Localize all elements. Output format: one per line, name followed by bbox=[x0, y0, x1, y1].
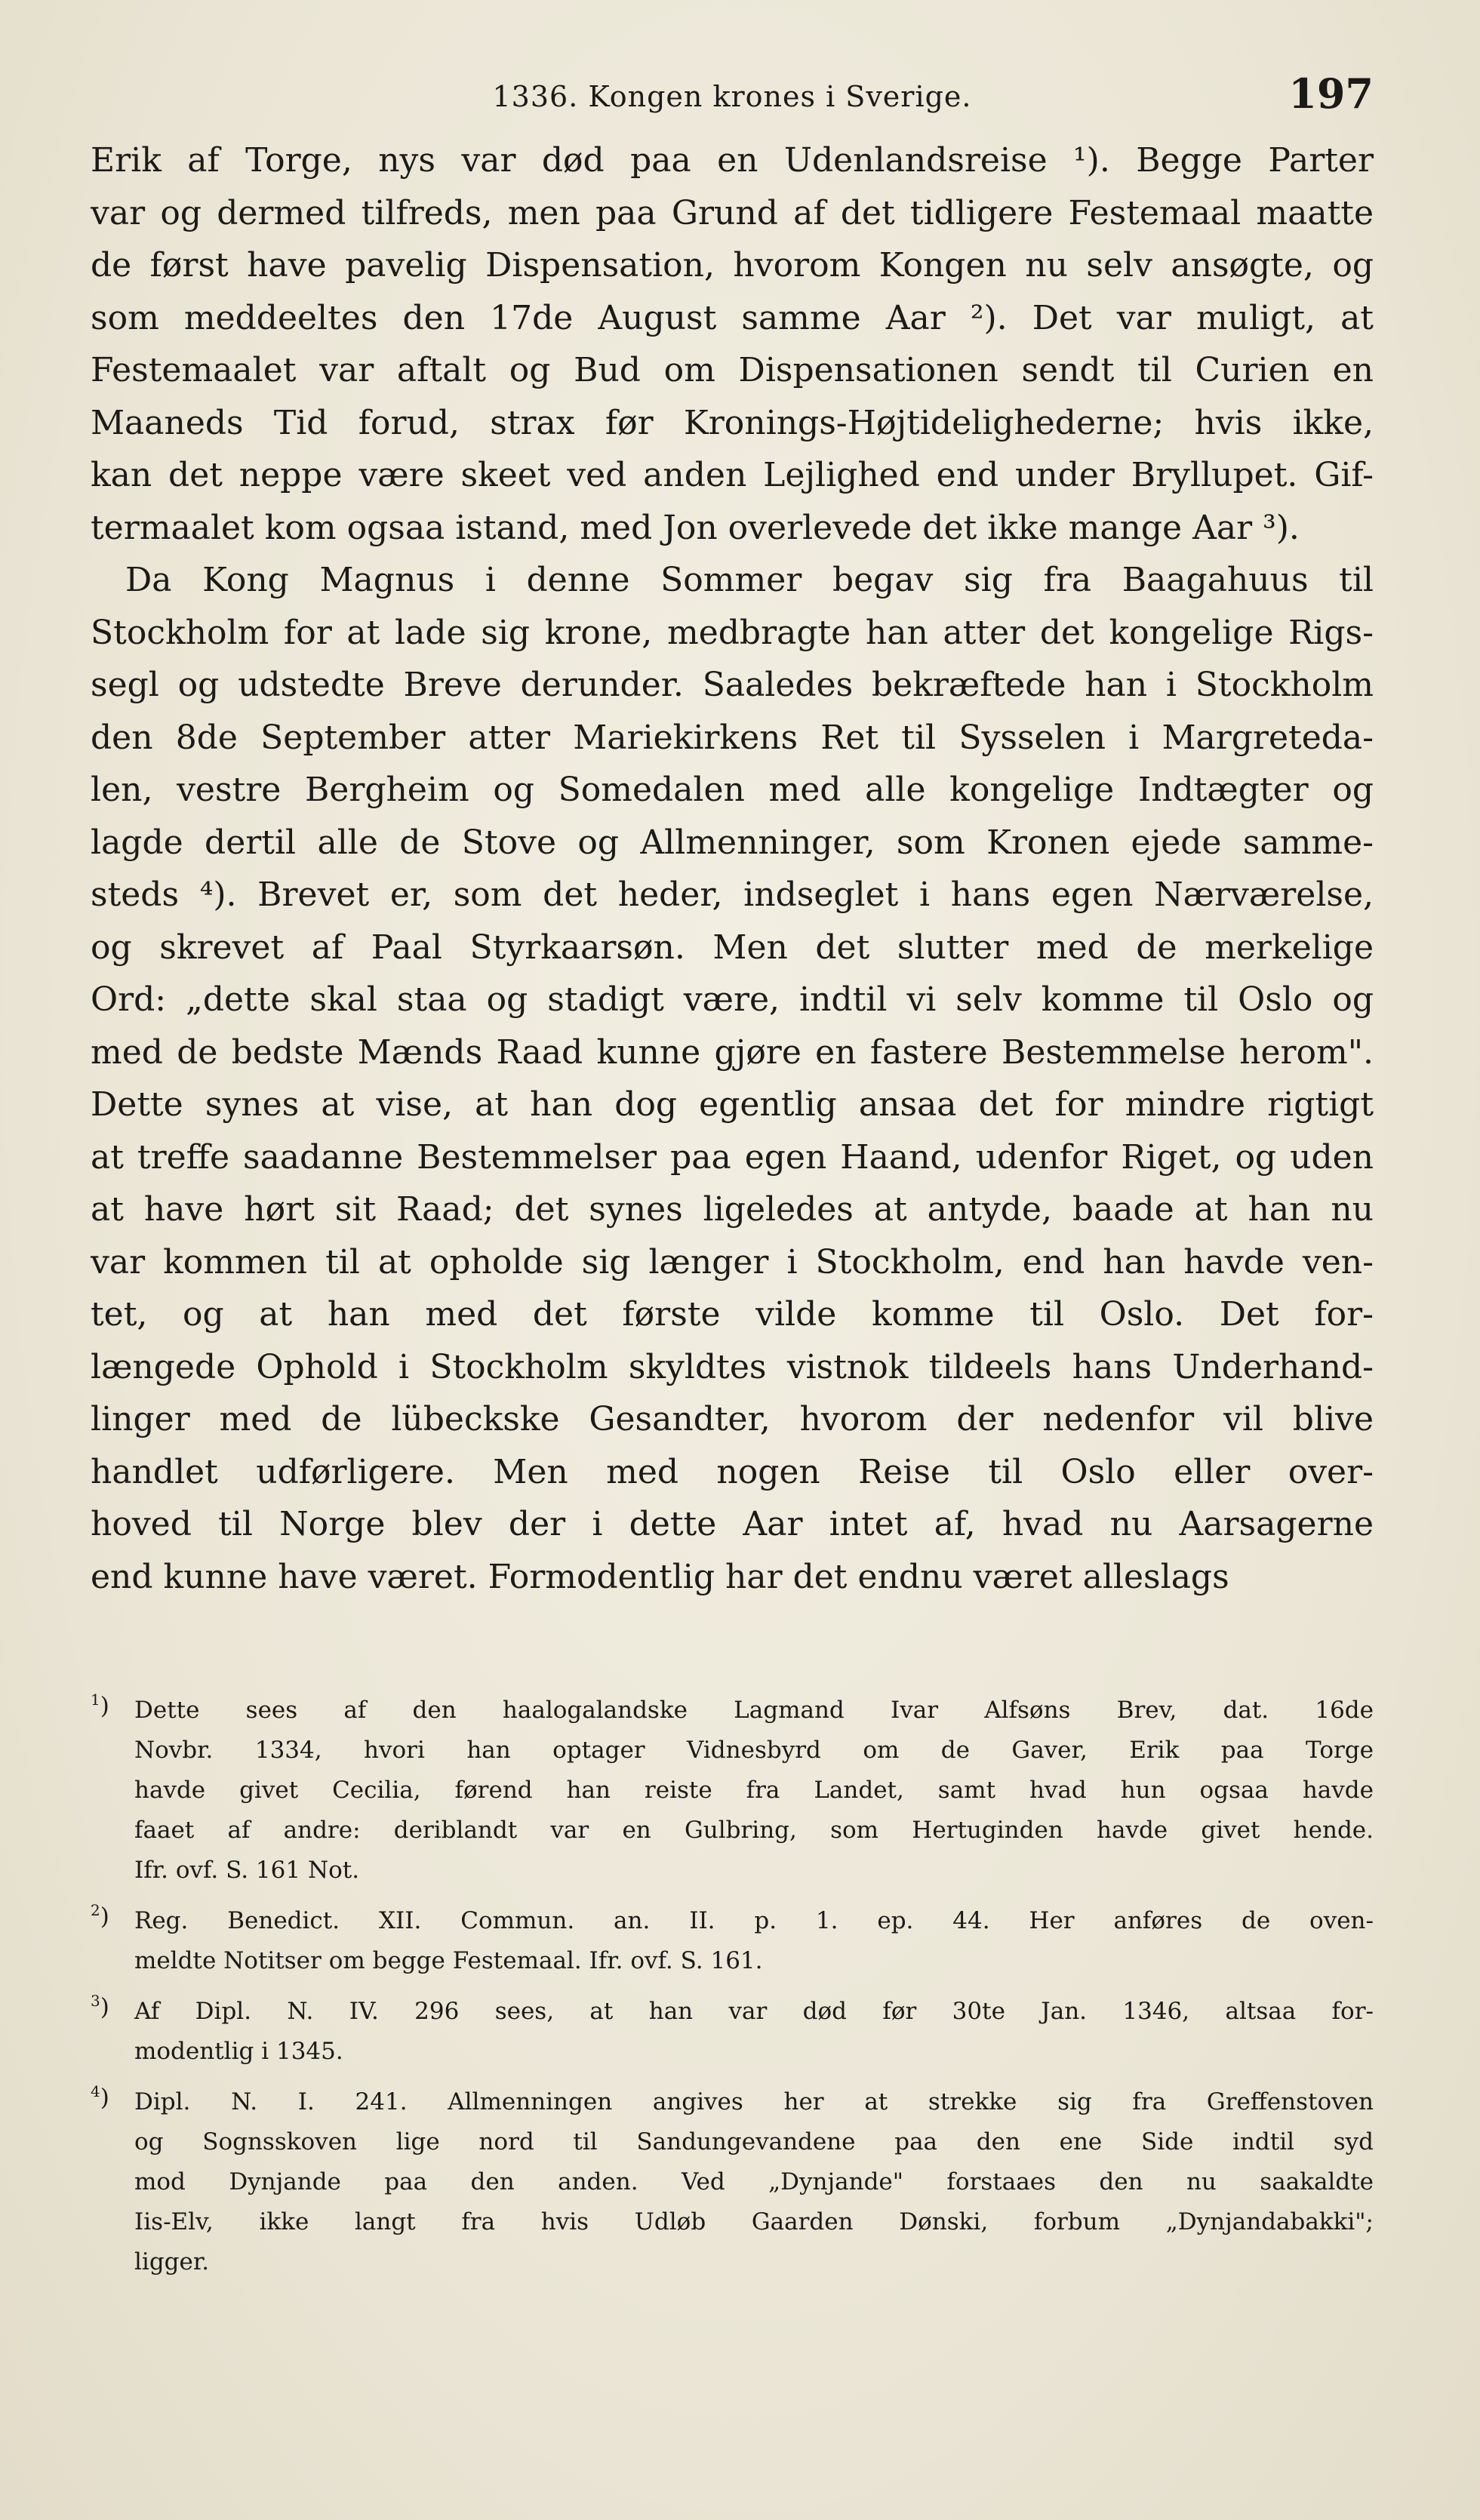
footnote-line: Af Dipl. N. IV. 296 sees, at han var død før 30te Jan. 1346, altsaa for- bbox=[134, 1998, 1374, 2025]
body-line: at have hørt sit Raad; det synes ligeledes at antyde, baade at han nu bbox=[91, 1190, 1374, 1229]
footnote-line: Iis-Elv, ikke langt fra hvis Udløb Gaarden Dønski, forbum „Dynjandabakki"; bbox=[134, 2208, 1374, 2235]
footnote-line: faaet af andre: deriblandt var en Gulbring, som Hertuginden havde givet hende. bbox=[134, 1817, 1374, 1844]
body-line: Dette synes at vise, at han dog egentlig ansaa det for mindre rigtigt bbox=[91, 1085, 1374, 1124]
footnote-marker: $^2$) bbox=[91, 1901, 109, 1931]
page-header bbox=[91, 69, 1374, 130]
footnote-line: Ifr. ovf. S. 161 Not. bbox=[134, 1857, 360, 1884]
page-number: 197 bbox=[1288, 69, 1374, 118]
footnote-line: ligger. bbox=[134, 2248, 210, 2275]
footnote-line: Dette sees af den haalogalandske Lagmand Ivar Alfsøns Brev, dat. 16de bbox=[134, 1697, 1374, 1724]
footnote-line: Reg. Benedict. XII. Commun. an. II. p. 1. ep. 44. Her anføres de oven- bbox=[134, 1907, 1374, 1934]
footnote bbox=[91, 1992, 1374, 2072]
footnote-line: mod Dynjande paa den anden. Ved „Dynjande" forstaaes den nu saakaldte bbox=[134, 2168, 1374, 2195]
body-line: lagde dertil alle de Stove og Allmenninger, som Kronen ejede samme- bbox=[91, 823, 1374, 862]
body-line: linger med de lübeckske Gesandter, hvorom der nedenfor vil blive bbox=[91, 1400, 1374, 1438]
footnote-line: modentlig i 1345. bbox=[134, 2038, 343, 2065]
body-line: de først have pavelig Dispensation, hvorom Kongen nu selv ansøgte, og bbox=[91, 246, 1374, 285]
body-line: handlet udførligere. Men med nogen Reise til Oslo eller over- bbox=[91, 1452, 1374, 1491]
footnote-line: Dipl. N. I. 241. Allmenningen angives her at strekke sig fra Greffenstoven bbox=[134, 2088, 1374, 2115]
footnote-line: meldte Notitser om begge Festemaal. Ifr. ovf. S. 161. bbox=[134, 1947, 763, 1974]
body-line: den 8de September atter Mariekirkens Ret til Sysselen i Margreteda- bbox=[91, 718, 1374, 757]
body-line: Ord: „dette skal staa og stadigt være, indtil vi selv komme til Oslo og bbox=[91, 980, 1374, 1019]
footnote-line: og Sognsskoven lige nord til Sandungevandene paa den ene Side indtil syd bbox=[134, 2128, 1374, 2155]
footnote-marker: $^1$) bbox=[91, 1691, 109, 1720]
footnotes bbox=[91, 1691, 1374, 2282]
body-text bbox=[91, 134, 1374, 1603]
body-line: at treffe saadanne Bestemmelser paa egen Haand, udenfor Riget, og uden bbox=[91, 1137, 1374, 1177]
body-line: end kunne have været. Formodentlig har det endnu været alleslags bbox=[91, 1557, 1229, 1596]
body-line: tet, og at han med det første vilde komme til Oslo. Det for- bbox=[91, 1295, 1374, 1334]
body-line: og skrevet af Paal Styrkaarsøn. Men det slutter med de merkelige bbox=[91, 928, 1374, 967]
footnote bbox=[91, 1901, 1374, 1981]
body-line: Festemaalet var aftalt og Bud om Dispensationen sendt til Curien en bbox=[91, 351, 1374, 389]
body-line: Erik af Torge, nys var død paa en Udenlandsreise ¹). Begge Parter bbox=[91, 141, 1374, 180]
footnote bbox=[91, 2082, 1374, 2282]
running-head: 1336. Kongen krones i Sverige. bbox=[492, 80, 972, 113]
body-line: var kommen til at opholde sig længer i Stockholm, end han havde ven- bbox=[91, 1242, 1374, 1282]
footnote-marker: $^3$) bbox=[91, 1992, 109, 2021]
body-line: Maaneds Tid forud, strax før Kronings-Højtidelighederne; hvis ikke, bbox=[91, 403, 1374, 442]
footnote-line: havde givet Cecilia, førend han reiste fra Landet, samt hvad hun ogsaa havde bbox=[134, 1777, 1374, 1804]
body-line: steds ⁴). Brevet er, som det heder, indseglet i hans egen Nærværelse, bbox=[91, 875, 1374, 914]
body-line: kan det neppe være skeet ved anden Lejlighed end under Bryllupet. Gif- bbox=[91, 456, 1374, 494]
footnote-line: Novbr. 1334, hvori han optager Vidnesbyrd om de Gaver, Erik paa Torge bbox=[134, 1737, 1374, 1764]
body-line: hoved til Norge blev der i dette Aar intet af, hvad nu Aarsagerne bbox=[91, 1505, 1374, 1543]
footnote-marker: $^4$) bbox=[91, 2082, 109, 2112]
body-line: len, vestre Bergheim og Somedalen med alle kongelige Indtægter og bbox=[91, 771, 1374, 809]
body-line: længede Ophold i Stockholm skyldtes vistnok tildeels hans Underhand- bbox=[91, 1347, 1374, 1386]
body-line: Da Kong Magnus i denne Sommer begav sig fra Baagahuus til bbox=[125, 561, 1374, 599]
body-line: som meddeeltes den 17de August samme Aar ²). Det var muligt, at bbox=[91, 298, 1374, 337]
footnote bbox=[91, 1691, 1374, 1891]
body-line: var og dermed tilfreds, men paa Grund af det tidligere Festemaal maatte bbox=[91, 193, 1374, 232]
body-line: Stockholm for at lade sig krone, medbragte han atter det kongelige Rigs- bbox=[91, 613, 1374, 652]
body-line: med de bedste Mænds Raad kunne gjøre en fastere Bestemmelse herom". bbox=[91, 1032, 1374, 1072]
body-line: segl og udstedte Breve derunder. Saaledes bekræftede han i Stockholm bbox=[91, 666, 1374, 704]
body-line: termaalet kom ogsaa istand, med Jon overlevede det ikke mange Aar ³). bbox=[91, 508, 1300, 547]
